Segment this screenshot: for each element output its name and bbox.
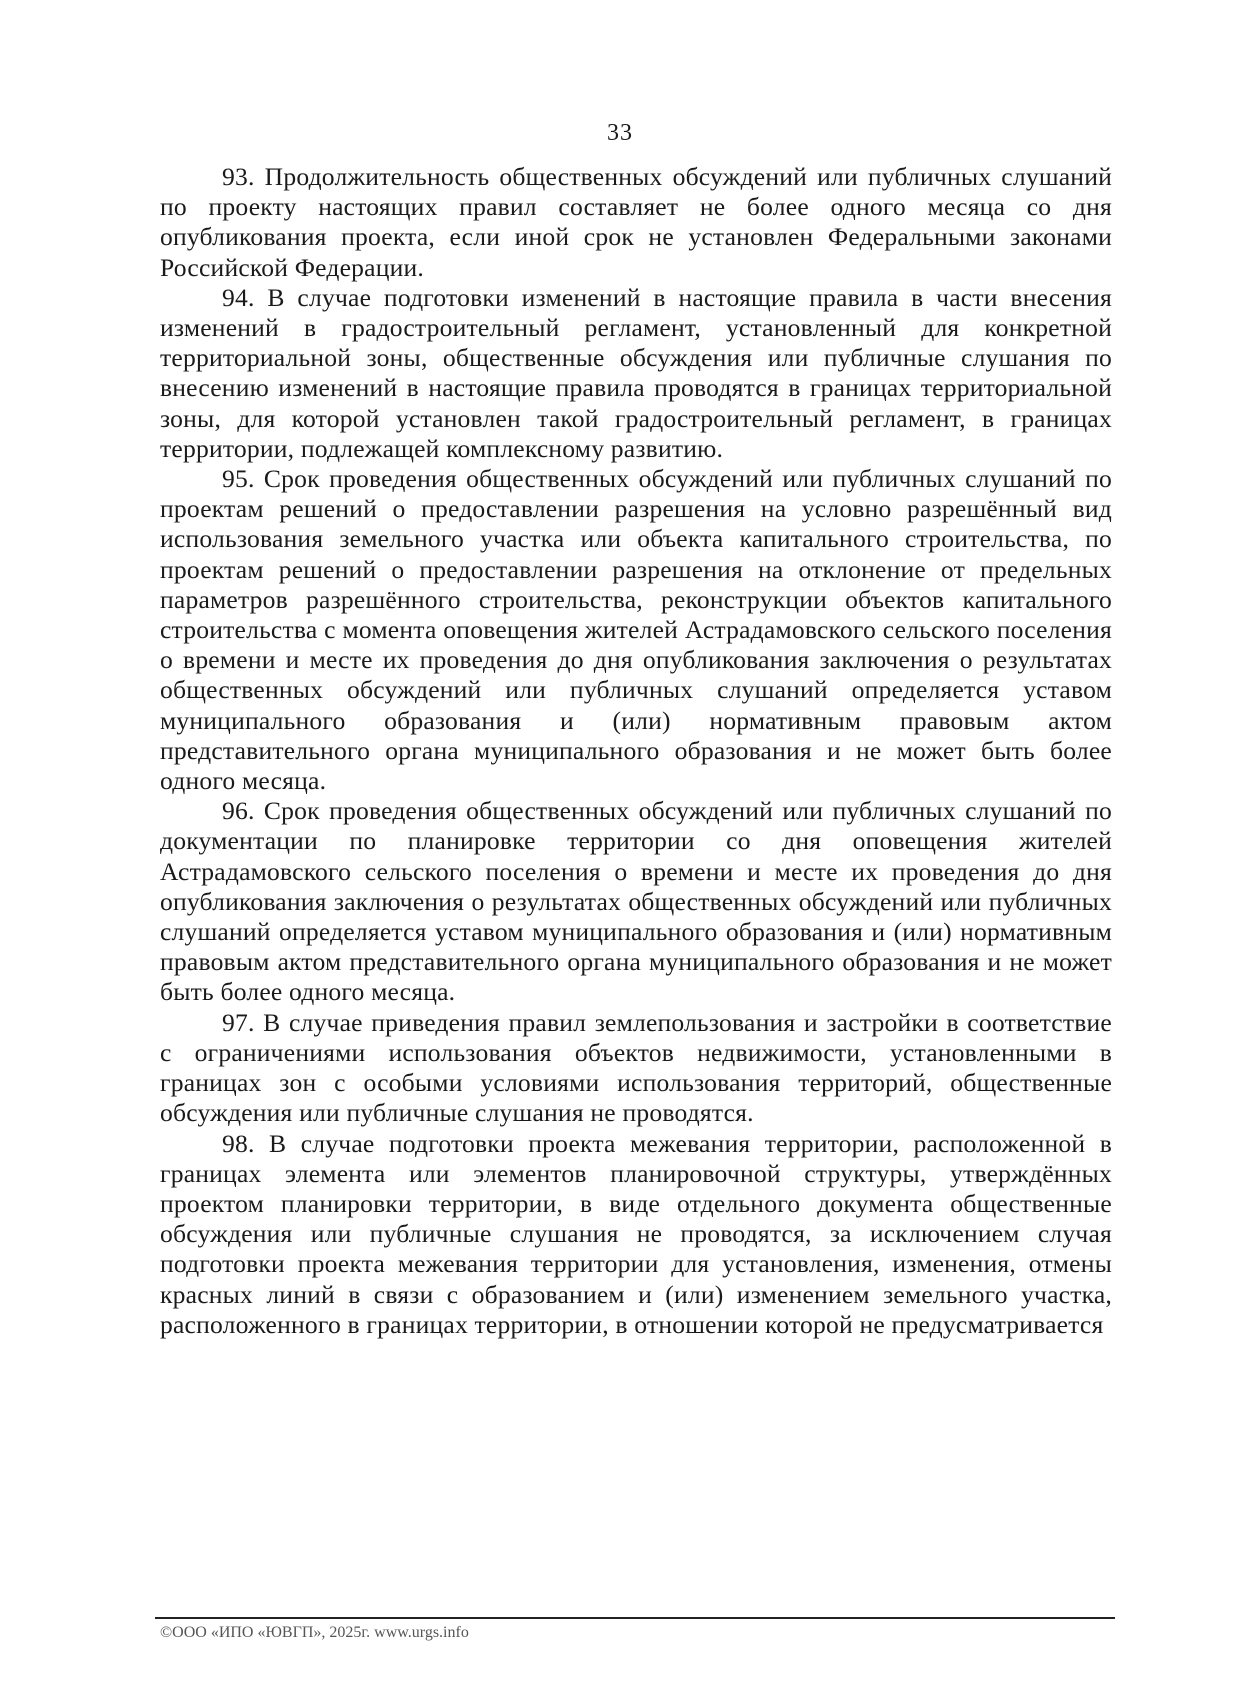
footer-divider <box>155 1617 1115 1619</box>
paragraph-98: 98. В случае подготовки проекта межевания территории, расположенной в границах элемента или элементов планировочной структуры, утверждённых проектом планировки территории, в виде отдельного документа общественные обсуждения или публичные слушания не проводятся, за исключением случая подготовки проекта межевания территории для установления, изменения, отмены красных линий в связи с образованием и (или) изменением земельного участка, расположенного в границах территории, в отношении которой не предусматривается <box>160 1128 1112 1339</box>
paragraph-96: 96. Срок проведения общественных обсуждений или публичных слушаний по документации по планировке территории со дня оповещения жителей Астрадамовского сельского поселения о времени и месте их проведения до дня опубликования заключения о результатах общественных обсуждений или публичных слушаний определяется уставом муниципального образования и (или) нормативным правовым актом представительного органа муниципального образования и не может быть более одного месяца. <box>160 796 1112 1007</box>
paragraph-95: 95. Срок проведения общественных обсуждений или публичных слушаний по проектам решений о предоставлении разрешения на условно разрешённый вид использования земельного участка или объекта капитального строительства, по проектам решений о предоставлении разрешения на отклонение от предельных параметров разрешённого строительства, реконструкции объектов капитального строительства с момента оповещения жителей Астрадамовского сельского поселения о времени и месте их проведения до дня опубликования заключения о результатах общественных обсуждений или публичных слушаний определяется уставом муниципального образования и (или) нормативным правовым актом представительного органа муниципального образования и не может быть более одного месяца. <box>160 464 1112 796</box>
paragraph-94: 94. В случае подготовки изменений в настоящие правила в части внесения изменений в градостроительный регламент, установленный для конкретной территориальной зоны, общественные обсуждения или публичные слушания по внесению изменений в настоящие правила проводятся в границах территориальной зоны, для которой установлен такой градостроительный регламент, в границах территории, подлежащей комплексному развитию. <box>160 282 1112 463</box>
page-number: 33 <box>607 120 633 146</box>
document-body <box>160 162 1112 1340</box>
footer-copyright: ©ООО «ИПО «ЮВГП», 2025г. www.urgs.info <box>160 1624 469 1641</box>
paragraph-97: 97. В случае приведения правил землепользования и застройки в соответствие с ограничениями использования объектов недвижимости, установленными в границах зон с особыми условиями использования территорий, общественные обсуждения или публичные слушания не проводятся. <box>160 1007 1112 1128</box>
paragraph-93: 93. Продолжительность общественных обсуждений или публичных слушаний по проекту настоящих правил составляет не более одного месяца со дня опубликования проекта, если иной срок не установлен Федеральными законами Российской Федерации. <box>160 162 1112 282</box>
